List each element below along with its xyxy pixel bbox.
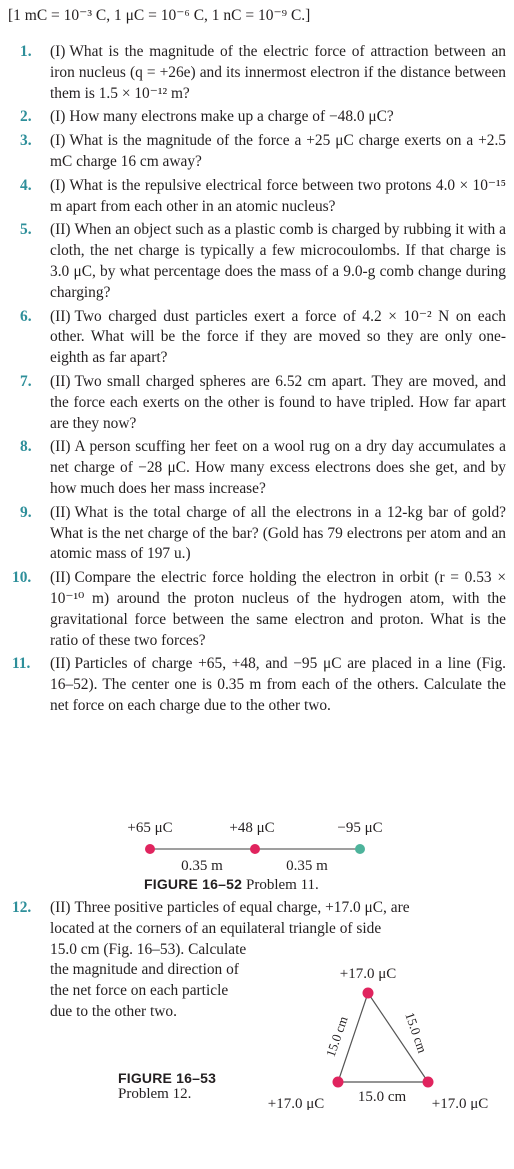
problem-number: 7.: [20, 372, 32, 390]
problem-number: 5.: [20, 221, 32, 239]
problem-text: Particles of charge +65, +48, and −95 μC are placed in a line (Fig. 16–52). The center one is 0.35 m from each of the others. Calculate the net force on each charge due to the other two.: [50, 655, 506, 714]
problem-level: (II): [50, 438, 71, 456]
right-charge-dot: [423, 1077, 434, 1088]
problem-text: What is the magnitude of the electric force of attraction between an iron nucleus (q = +26e) and its innermost electron if the distance between them is 1.5 × 10⁻¹² m?: [50, 43, 506, 102]
problem-level: (I): [50, 176, 66, 194]
problem-list: [8, 42, 506, 720]
left-side-label: 15.0 cm: [322, 1014, 351, 1059]
problem-number: 2.: [20, 108, 32, 126]
problem-number: 11.: [12, 655, 31, 673]
figure-caption: Problem 12.: [118, 1086, 192, 1102]
figure-16-52-diagram: [0, 818, 514, 878]
figure-16-53-title: [118, 1070, 216, 1103]
problem-number: 12.: [12, 899, 32, 916]
right-charge-label: +17.0 μC: [431, 1096, 489, 1110]
problem-level: (I): [50, 43, 66, 60]
charge-label-2: +48 μC: [229, 820, 275, 836]
problem-12-line-6: due to the other two.: [50, 1002, 177, 1020]
problem-level: (II): [50, 899, 71, 916]
problem-item: [8, 107, 506, 128]
problem-item: [8, 568, 506, 651]
units-note: [1 mC = 10⁻³ C, 1 μC = 10⁻⁶ C, 1 nC = 10⁻⁹ C.]: [8, 7, 311, 24]
charge-dot-1: [145, 844, 155, 854]
problem-item: [8, 42, 506, 104]
problem-number: 1.: [20, 43, 32, 60]
problem-level: (II): [50, 372, 71, 390]
problem-number: 9.: [20, 503, 32, 521]
problem-item: [8, 220, 506, 303]
problem-number: 8.: [20, 438, 32, 456]
problem-12-line-1: Three positive particles of equal charge, +17.0 μC, are: [74, 899, 410, 916]
problem-text: When an object such as a plastic comb is charged by rubbing it with a cloth, the net charge is typically a few microcoulombs. If that charge is 3.0 μC, by what percentage does the mass of a 9.0-g comb change during charging?: [50, 221, 506, 301]
figure-16-53-diagram: [0, 960, 514, 1110]
distance-label-1: 0.35 m: [181, 858, 223, 874]
figure-label: FIGURE 16–53: [118, 1070, 217, 1086]
problem-item: [8, 503, 506, 565]
problem-level: (II): [50, 307, 71, 325]
problem-text: What is the magnitude of the force a +25 μC charge exerts on a +2.5 mC charge 16 cm away?: [50, 132, 506, 170]
problem-text: How many electrons make up a charge of −48.0 μC?: [69, 108, 394, 126]
problem-item: [8, 307, 506, 369]
problem-text: Two small charged spheres are 6.52 cm apart. They are moved, and the force each exerts on the other is found to have tripled. How far apart are they now?: [50, 372, 506, 432]
problem-level: (II): [50, 655, 71, 673]
bottom-side-label: 15.0 cm: [357, 1089, 407, 1105]
problem-text: Compare the electric force holding the electron in orbit (r = 0.53 × 10⁻¹⁰ m) around the proton nucleus of the hydrogen atom, with the gravitational force between the same electron and proton. What is the ratio of these two forces?: [50, 569, 506, 649]
problem-item: [8, 131, 506, 173]
problem-level: (I): [50, 108, 66, 126]
problem-12-line-2: located at the corners of an equilateral triangle of side: [50, 919, 382, 937]
charge-dot-2: [250, 844, 260, 854]
figure-16-53: [0, 960, 514, 1110]
left-charge-dot: [333, 1077, 344, 1088]
problem-number: 3.: [20, 132, 32, 150]
figure-caption: Problem 11.: [246, 877, 319, 893]
problem-text: Two charged dust particles exert a force of 4.2 × 10⁻² N on each other. What will be the force if they are moved so they are only one-eighth as far apart?: [50, 307, 506, 367]
problem-level: (II): [50, 221, 71, 239]
charge-dot-3: [355, 844, 365, 854]
problem-number: 4.: [20, 176, 32, 194]
problem-item: [8, 372, 506, 434]
problem-number: 6.: [20, 307, 32, 325]
figure-16-52: [0, 818, 514, 898]
charge-label-1: +65 μC: [127, 820, 173, 836]
charge-label-3: −95 μC: [337, 820, 383, 836]
problem-item: [8, 437, 506, 499]
problem-level: (II): [50, 503, 71, 521]
top-charge-label: +17.0 μC: [339, 966, 397, 982]
problem-12-line-5: the net force on each particle: [50, 982, 229, 1000]
problem-12-line-3: 15.0 cm (Fig. 16–53). Calculate: [50, 940, 247, 958]
problem-12-line-4: the magnitude and direction of: [50, 961, 239, 979]
right-side-label: 15.0 cm: [402, 1010, 431, 1055]
problem-item: [8, 654, 506, 716]
problem-text: What is the repulsive electrical force between two protons 4.0 × 10⁻¹⁵ m apart from each other in an atomic nucleus?: [50, 176, 506, 215]
problem-number: 10.: [12, 569, 32, 587]
distance-label-2: 0.35 m: [286, 858, 328, 874]
problem-text: What is the total charge of all the electrons in a 12-kg bar of gold? What is the net charge of the bar? (Gold has 79 electrons per atom and an atomic mass of 197 u.): [50, 503, 506, 563]
figure-16-52-title: [144, 876, 319, 894]
left-charge-label: +17.0 μC: [267, 1096, 325, 1110]
problem-text: A person scuffing her feet on a wool rug on a dry day accumulates a net charge of −28 μC. How many excess electrons does she get, and by how much does her mass increase?: [50, 438, 506, 497]
problem-level: (I): [50, 132, 66, 150]
problem-item: [8, 176, 506, 218]
top-charge-dot: [363, 988, 374, 999]
problem-level: (II): [50, 569, 71, 587]
figure-label: FIGURE 16–52: [144, 876, 243, 892]
